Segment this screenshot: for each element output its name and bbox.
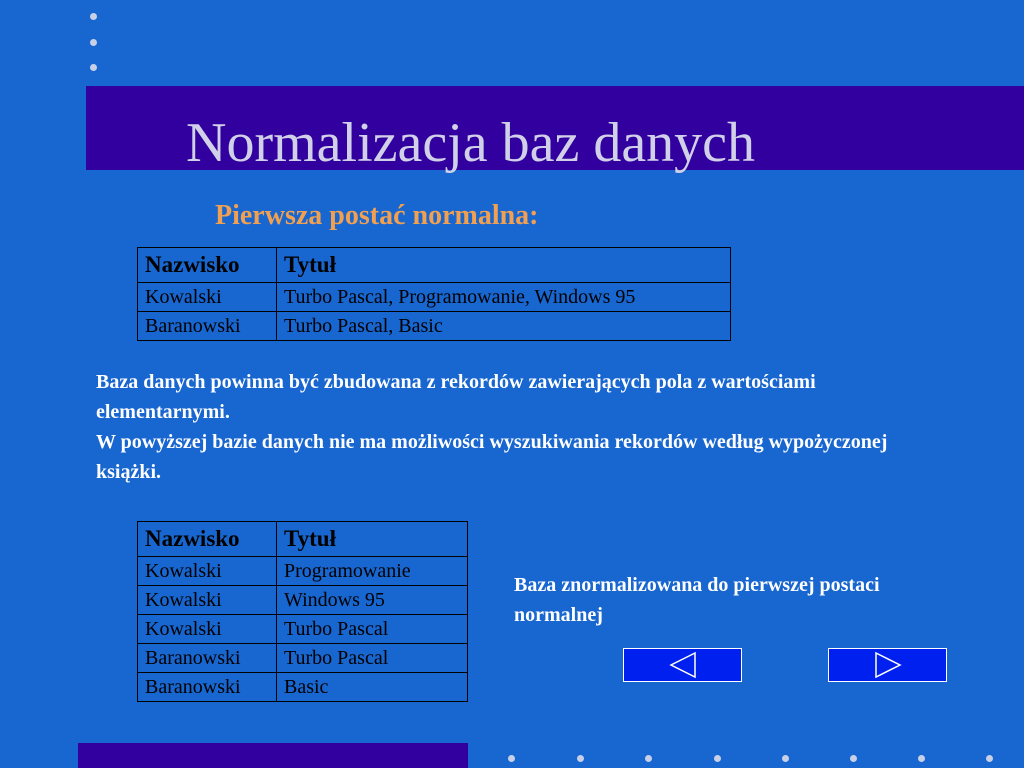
description-line: Baza danych powinna być zbudowana z rekordów zawierających pola z wartościami elementarnymi. (96, 371, 816, 423)
table-cell: Windows 95 (277, 586, 468, 615)
table-row (138, 615, 468, 644)
decorative-dot (986, 755, 993, 762)
column-header-nazwisko: Nazwisko (138, 248, 277, 283)
table-cell: Basic (277, 673, 468, 702)
decorative-dot (577, 755, 584, 762)
column-header-nazwisko: Nazwisko (138, 522, 277, 557)
column-header-tytul: Tytuł (277, 248, 731, 283)
table-cell: Programowanie (277, 557, 468, 586)
table-cell: Baranowski (138, 312, 277, 341)
decorative-dot (782, 755, 789, 762)
description-line: W powyższej bazie danych nie ma możliwości wyszukiwania rekordów według wypożyczonej książki. (96, 431, 888, 483)
table-cell: Baranowski (138, 644, 277, 673)
next-slide-button[interactable] (828, 648, 947, 682)
previous-slide-button[interactable] (623, 648, 742, 682)
triangle-left-icon (668, 651, 698, 679)
table-cell: Turbo Pascal, Basic (277, 312, 731, 341)
table-cell: Turbo Pascal (277, 644, 468, 673)
table-cell: Turbo Pascal (277, 615, 468, 644)
slide-title: Normalizacja baz danych (186, 112, 756, 174)
table-header-row (138, 248, 731, 283)
table-row (138, 312, 731, 341)
table-header-row (138, 522, 468, 557)
table-cell: Baranowski (138, 673, 277, 702)
decorative-dot (90, 13, 97, 20)
description-text (96, 367, 936, 487)
decorative-dot (90, 39, 97, 46)
decorative-dot (714, 755, 721, 762)
normalized-note: Baza znormalizowana do pierwszej postaci normalnej (514, 574, 880, 626)
unnormalized-table (137, 247, 731, 341)
table-cell: Kowalski (138, 283, 277, 312)
slide-subtitle: Pierwsza postać normalna: (215, 200, 539, 231)
column-header-tytul: Tytuł (277, 522, 468, 557)
table-cell: Kowalski (138, 615, 277, 644)
table-row (138, 586, 468, 615)
decorative-dot (850, 755, 857, 762)
decorative-dot (90, 64, 97, 71)
table-cell: Kowalski (138, 557, 277, 586)
table-row (138, 283, 731, 312)
triangle-right-icon (873, 651, 903, 679)
table-row (138, 673, 468, 702)
table-row (138, 557, 468, 586)
bottom-band (78, 743, 468, 768)
table-cell: Kowalski (138, 586, 277, 615)
decorative-dot (508, 755, 515, 762)
decorative-dot (918, 755, 925, 762)
table-row (138, 644, 468, 673)
normalized-table (137, 521, 468, 702)
table-cell: Turbo Pascal, Programowanie, Windows 95 (277, 283, 731, 312)
decorative-dot (645, 755, 652, 762)
